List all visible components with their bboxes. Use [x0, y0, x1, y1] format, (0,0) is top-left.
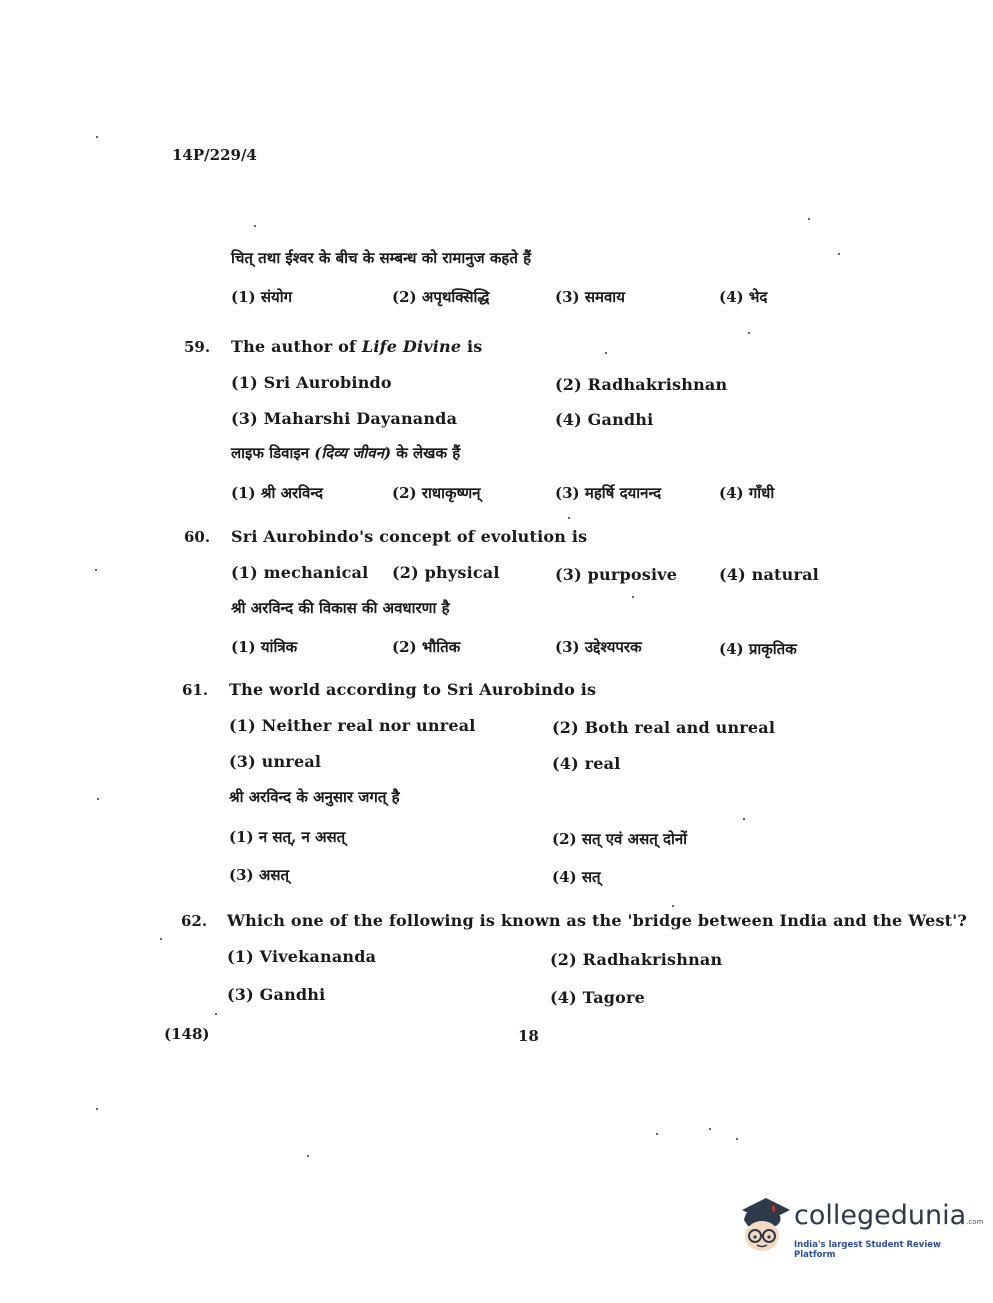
- q59-option-3-en: (3) Maharshi Dayananda: [231, 409, 458, 428]
- scan-speck: [632, 596, 634, 598]
- logo-brand: [794, 1200, 983, 1231]
- q59-option-3-hi: (3) महर्षि दयानन्द: [555, 484, 662, 502]
- q60-option-2-hi: (2) भौतिक: [392, 638, 461, 656]
- q61-number: 61.: [182, 681, 209, 699]
- q62-option-1-en: (1) Vivekananda: [227, 947, 377, 966]
- q59-option-2-hi: (2) राधाकृष्णन्: [392, 484, 481, 502]
- scan-speck: [605, 352, 607, 354]
- q58-option-4-hi: (4) भेद: [719, 288, 768, 306]
- q60-option-3-hi: (3) उद्देश्यपरक: [555, 638, 642, 656]
- scan-speck: [672, 905, 674, 907]
- q59-question-hi-title: (दिव्य जीवन): [314, 444, 392, 462]
- q60-question-en: Sri Aurobindo's concept of evolution is: [231, 527, 588, 546]
- q60-option-4-hi: (4) प्राकृतिक: [719, 640, 797, 658]
- q59-option-2-en: (2) Radhakrishnan: [555, 375, 728, 394]
- q59-question-en-title: Life Divine: [361, 337, 462, 356]
- scan-speck: [709, 1128, 711, 1130]
- q59-question-hi-prefix: लाइफ डिवाइन: [231, 444, 315, 462]
- q61-option-4-hi: (4) सत्: [552, 868, 601, 886]
- q60-number: 60.: [184, 528, 211, 546]
- q59-option-1-hi: (1) श्री अरविन्द: [231, 484, 324, 502]
- scan-speck: [656, 1133, 658, 1135]
- q60-option-4-en: (4) natural: [719, 565, 819, 584]
- collegedunia-logo: [736, 1196, 984, 1260]
- footer-code: (148): [164, 1025, 210, 1043]
- q60-option-1-hi: (1) यांत्रिक: [231, 638, 298, 656]
- q58-option-2-hi: (2) अपृथक्सिद्धि: [392, 288, 490, 306]
- q61-option-2-hi: (2) सत् एवं असत् दोनों: [552, 830, 688, 848]
- q61-option-3-en: (3) unreal: [229, 752, 322, 771]
- q62-question-en: Which one of the following is known as the 'bridge between India and the West'?: [227, 911, 967, 930]
- page-number: 18: [518, 1027, 539, 1045]
- mascot-icon: [736, 1196, 792, 1254]
- q62-option-4-en: (4) Tagore: [550, 988, 646, 1007]
- q59-option-4-hi: (4) गाँधी: [719, 484, 775, 502]
- scan-speck: [95, 569, 97, 571]
- q59-question-en-prefix: The author of: [231, 337, 362, 356]
- q59-question-hi-suffix: के लेखक हैं: [391, 444, 461, 462]
- scan-speck: [838, 253, 840, 255]
- q62-number: 62.: [181, 912, 208, 930]
- q59-option-1-en: (1) Sri Aurobindo: [231, 373, 392, 392]
- scan-speck: [96, 1108, 98, 1110]
- q59-question-hi: [231, 443, 460, 463]
- q62-option-2-en: (2) Radhakrishnan: [550, 950, 723, 969]
- q61-option-1-hi: (1) न सत्, न असत्: [229, 828, 346, 846]
- q61-question-en: The world according to Sri Aurobindo is: [229, 680, 597, 699]
- q59-option-4-en: (4) Gandhi: [555, 410, 654, 429]
- q61-option-1-en: (1) Neither real nor unreal: [229, 716, 476, 735]
- q61-option-2-en: (2) Both real and unreal: [552, 718, 776, 737]
- q61-question-hi: श्री अरविन्द के अनुसार जगत् है: [229, 788, 400, 806]
- scan-speck: [254, 225, 256, 227]
- q58-question-hi: चित् तथा ईश्वर के बीच के सम्बन्ध को रामानुज कहते हैं: [231, 249, 532, 267]
- q61-option-4-en: (4) real: [552, 754, 621, 773]
- scan-speck: [97, 798, 99, 800]
- scan-speck: [96, 136, 98, 138]
- q60-option-2-en: (2) physical: [392, 563, 500, 582]
- scan-speck: [743, 818, 745, 820]
- logo-brand-text: collegedunia: [794, 1200, 967, 1231]
- scan-speck: [307, 1155, 309, 1157]
- q58-option-1-hi: (1) संयोग: [231, 288, 293, 306]
- q60-option-3-en: (3) purposive: [555, 565, 678, 584]
- scan-speck: [748, 332, 750, 334]
- q58-option-3-hi: (3) समवाय: [555, 288, 625, 306]
- scan-speck: [736, 1138, 738, 1140]
- scan-speck: [215, 1013, 217, 1015]
- scan-speck: [808, 218, 810, 220]
- logo-tagline: India's largest Student Review Platform: [794, 1240, 941, 1260]
- q61-option-3-hi: (3) असत्: [229, 866, 290, 884]
- q60-question-hi: श्री अरविन्द की विकास की अवधारणा है: [231, 599, 450, 617]
- q62-option-3-en: (3) Gandhi: [227, 985, 326, 1004]
- q60-option-1-en: (1) mechanical: [231, 563, 369, 582]
- paper-code: 14P/229/4: [172, 146, 257, 164]
- scan-speck: [568, 517, 570, 519]
- logo-brand-suffix: .com: [966, 1218, 984, 1226]
- q59-question-en-suffix: is: [461, 337, 483, 356]
- scan-speck: [160, 938, 162, 940]
- q59-question-en: [231, 337, 483, 356]
- q59-number: 59.: [184, 338, 211, 356]
